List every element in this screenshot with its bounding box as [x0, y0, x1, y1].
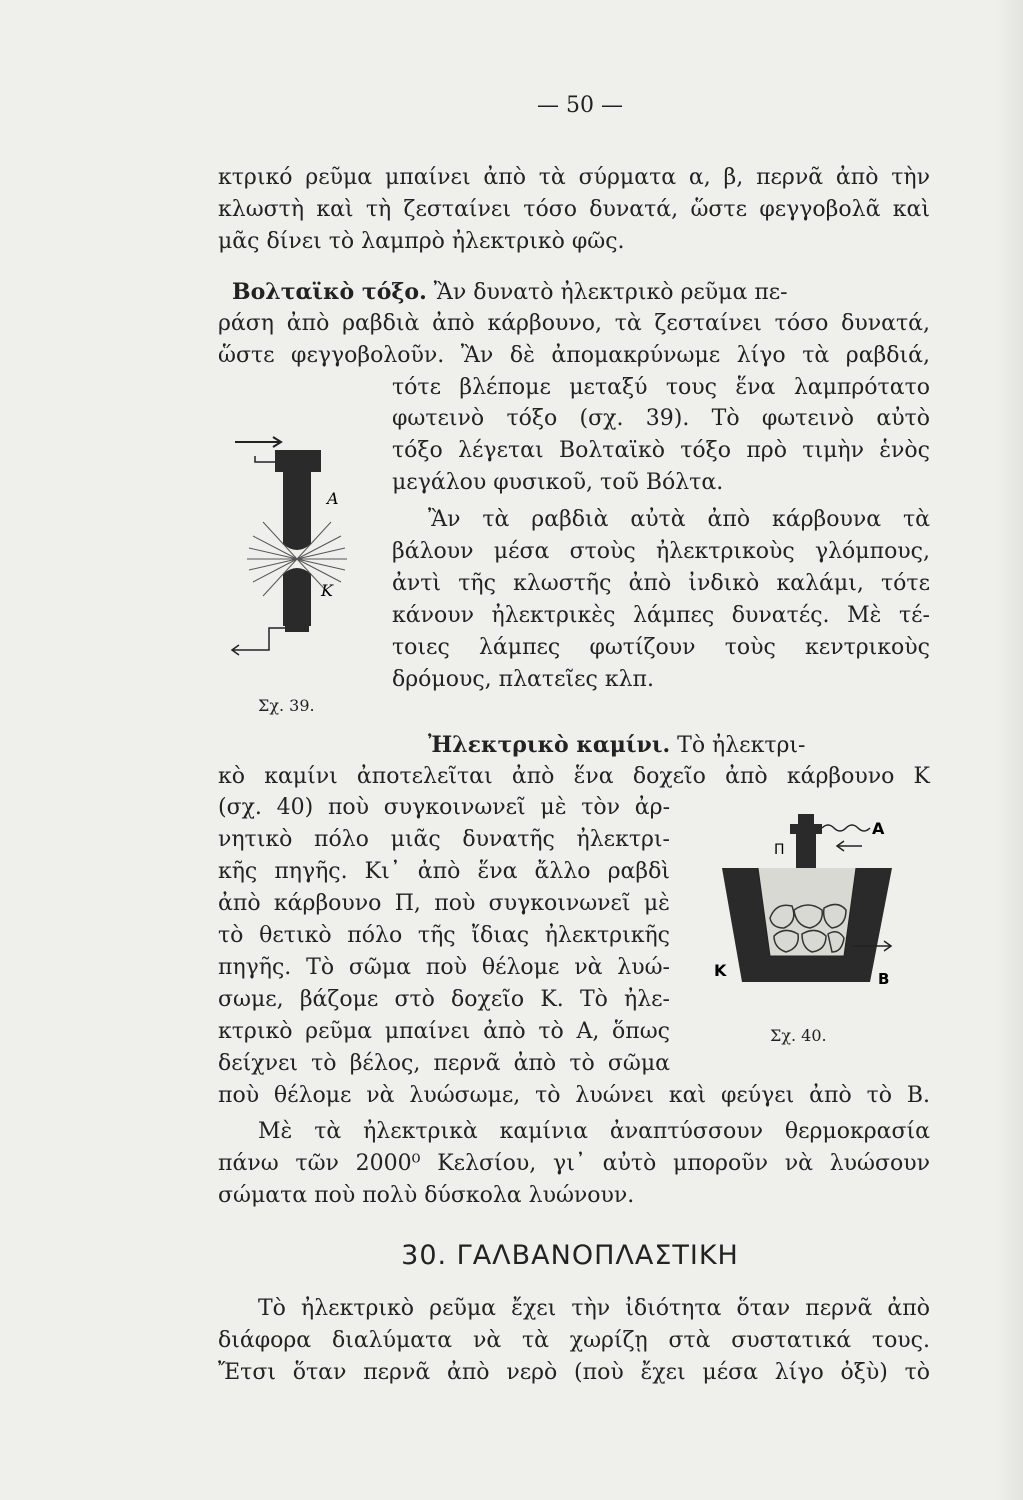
figure-40-electric-furnace — [712, 806, 912, 1006]
text-line: ράση ἀπὸ ραβδιὰ ἀπὸ κάρβουνο, τὰ ζεσταίνει τόσο δυνατά, — [218, 311, 930, 336]
page-number: — 50 — — [537, 93, 623, 118]
text-line: Τὸ ἠλεκτρικὸ ρεῦμα ἔχει τὴν ἰδιότητα ὅταν περνᾶ ἀπὸ — [258, 1296, 930, 1321]
figure-40-caption: Σχ. 40. — [770, 1026, 827, 1045]
text-line: ὥστε φεγγοβολοῦν. Ἂν δὲ ἀπομακρύνωμε λίγο τὰ ραβδιά, — [218, 343, 930, 368]
figure-label: Α — [327, 489, 339, 508]
figure-39-volta-arc — [225, 428, 375, 668]
text-line: ἀπὸ κάρβουνο Π, ποὺ συγκοινωνεῖ μὲ — [218, 891, 670, 916]
text-line: μᾶς δίνει τὸ λαμπρὸ ἠλεκτρικὸ φῶς. — [218, 229, 625, 254]
section-title-volta-arc — [232, 277, 788, 308]
text-line: Ἂν τὰ ραβδιὰ αὐτὰ ἀπὸ κάρβουνα τὰ — [428, 507, 930, 532]
text-line: κλωστὴ καὶ τὴ ζεσταίνει τόσο δυνατά, ὥστε φεγγοβολᾶ καὶ — [218, 197, 930, 222]
text-line: βάλουν μέσα στοὺς ἠλεκτρικοὺς γλόμπους, — [392, 539, 930, 564]
text-line: πηγῆς. Τὸ σῶμα ποὺ θέλομε νὰ λυώ- — [218, 955, 670, 980]
text-line: κῆς πηγῆς. Κι᾿ ἀπὸ ἕνα ἄλλο ραβδὶ — [218, 859, 670, 884]
text-line: δείχνει τὸ βέλος, περνᾶ ἀπὸ τὸ σῶμα — [218, 1051, 670, 1076]
text-line: σωμε, βάζομε στὸ δοχεῖο Κ. Τὸ ἠλε- — [218, 987, 670, 1012]
text-line: τόξο λέγεται Βολταϊκὸ τόξο πρὸ τιμὴν ἑνὸς — [392, 438, 930, 463]
section-title-text: Βολταϊκὸ τόξο. — [232, 279, 427, 305]
text-line: διάφορα διαλύματα νὰ τὰ χωρίζῃ στὰ συστατικά τους. — [218, 1328, 930, 1353]
text-line: τότε βλέπομε μεταξύ τους ἕνα λαμπρότατο — [392, 375, 930, 400]
figure-label: Α — [872, 819, 885, 838]
text-line: φωτεινὸ τόξο (σχ. 39). Τὸ φωτεινὸ αὐτὸ — [392, 406, 930, 431]
figure-label: Β — [878, 970, 890, 988]
section-title-electric-furnace — [428, 730, 806, 761]
text-line: τὸ θετικὸ πόλο τῆς ἴδιας ἠλεκτρικῆς — [218, 923, 670, 948]
figure-label: Κ — [714, 961, 727, 980]
text-run: Τὸ ἠλεκτρι- — [677, 733, 806, 758]
text-line: κτρικό ρεῦμα μπαίνει ἀπὸ τὰ σύρματα α, β, περνᾶ ἀπὸ τὴν — [218, 165, 930, 190]
text-run: Ἂν δυνατὸ ἠλεκτρικὸ ρεῦμα πε- — [433, 280, 788, 305]
text-line: δρόμους, πλατεῖες κλπ. — [392, 667, 654, 692]
text-line: νητικὸ πόλο μιᾶς δυνατῆς ἠλεκτρι- — [218, 827, 670, 852]
text-line: κὸ καμίνι ἀποτελεῖται ἀπὸ ἕνα δοχεῖο ἀπὸ κάρβουνο Κ — [218, 764, 930, 789]
text-line: Μὲ τὰ ἠλεκτρικὰ καμίνια ἀναπτύσσουν θερμοκρασία — [258, 1119, 930, 1144]
figure-label: Κ — [321, 581, 333, 600]
section-title-text: Ἠλεκτρικὸ καμίνι. — [428, 732, 671, 758]
text-line: σώματα ποὺ πολὺ δύσκολα λυώνουν. — [218, 1183, 635, 1208]
text-line: ποὺ θέλομε νὰ λυώσωμε, τὸ λυώνει καὶ φεύγει ἀπὸ τὸ Β. — [218, 1083, 930, 1108]
text-line: ἀντὶ τῆς κλωστῆς ἀπὸ ἰνδικὸ καλάμι, τότε — [392, 571, 930, 596]
section-heading-galvanoplastic: 30. ΓΑΛΒΑΝΟΠΛΑΣΤΙΚΗ — [401, 1240, 739, 1271]
figure-label: Π — [774, 842, 785, 858]
page-edge-shadow — [995, 0, 1023, 1500]
text-line: μεγάλου φυσικοῦ, τοῦ Βόλτα. — [392, 470, 724, 495]
text-line: Ἔτσι ὅταν περνᾶ ἀπὸ νερὸ (ποὺ ἔχει μέσα λίγο ὀξὺ) τὸ — [218, 1360, 930, 1385]
text-line: πάνω τῶν 2000⁰ Κελσίου, γι᾿ αὐτὸ μποροῦν νὰ λυώσουν — [218, 1151, 930, 1176]
text-line: τοιες λάμπες φωτίζουν τοὺς κεντρικοὺς — [392, 635, 930, 660]
text-line: κάνουν ἠλεκτρικὲς λάμπες δυνατές. Μὲ τέ- — [392, 603, 930, 628]
text-line: (σχ. 40) ποὺ συγκοινωνεῖ μὲ τὸν ἀρ- — [218, 795, 670, 820]
figure-39-caption: Σχ. 39. — [258, 696, 315, 715]
text-line: κτρικὸ ρεῦμα μπαίνει ἀπὸ τὸ Α, ὅπως — [218, 1019, 670, 1044]
